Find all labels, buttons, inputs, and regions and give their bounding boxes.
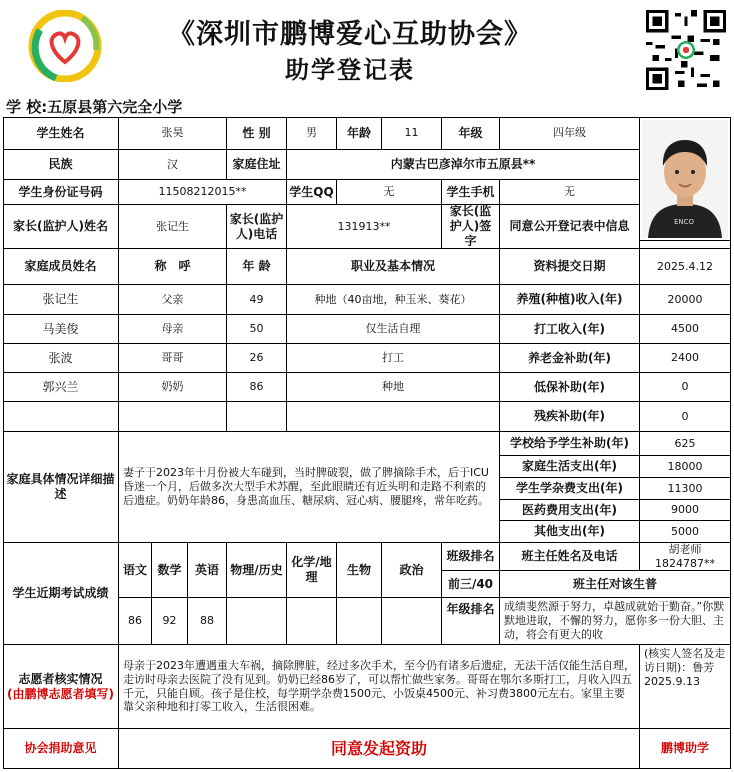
- svg-text:ENCO: ENCO: [674, 217, 695, 226]
- form-header: [0, 0, 734, 94]
- guardian-phone: 131913**: [287, 205, 442, 249]
- association-opinion: 同意发起资助: [119, 729, 640, 769]
- family-member-relation: 哥哥: [119, 344, 227, 373]
- student-name: 张昊: [119, 117, 227, 150]
- family-member-empty: [119, 402, 227, 432]
- family-member-age: 26: [227, 344, 287, 373]
- family-member-job: 仅生活自理: [287, 315, 500, 344]
- finance-label: 医药费用支出(年): [500, 500, 640, 521]
- teacher-comment-label: 班主任对该生普: [500, 571, 731, 598]
- volunteer-note: (由鹏博志愿者填写): [7, 686, 114, 701]
- teacher-value: 胡老师 1824787**: [640, 543, 731, 571]
- address-value: 内蒙古巴彦淖尔市五原县**: [287, 150, 640, 180]
- finance-label: 学生学杂费支出(年): [500, 478, 640, 500]
- finance-value: 625: [640, 432, 731, 456]
- gender-label: 性 别: [227, 117, 287, 150]
- student-photo: [640, 117, 731, 241]
- finance-label: 养殖(种植)收入(年): [500, 285, 640, 315]
- association-logo: [26, 10, 104, 82]
- subject-header: 化学/地理: [287, 543, 337, 598]
- consent-text: 同意公开登记表中信息: [500, 205, 640, 249]
- subject-header: 生物: [337, 543, 382, 598]
- student-name-label: 学生姓名: [3, 117, 119, 150]
- grade-rank-label: 年级排名: [442, 598, 500, 645]
- grade-value: 四年级: [500, 117, 640, 150]
- subject-score: 92: [152, 598, 188, 645]
- situation-label: 家庭具体情况详细描述: [3, 432, 119, 543]
- finance-label: 低保补助(年): [500, 373, 640, 402]
- phone-label: 学生手机: [442, 180, 500, 205]
- family-member-name: 张波: [3, 344, 119, 373]
- subject-header: 政治: [382, 543, 442, 598]
- teacher-label: 班主任姓名及电话: [500, 543, 640, 571]
- finance-value: 0: [640, 373, 731, 402]
- family-member-name: 马美俊: [3, 315, 119, 344]
- id-value: 11508212015**: [119, 180, 287, 205]
- family-member-relation: 母亲: [119, 315, 227, 344]
- family-member-empty: [3, 402, 119, 432]
- family-member-age: 50: [227, 315, 287, 344]
- subject-score: [227, 598, 287, 645]
- subject-score: 88: [188, 598, 227, 645]
- finance-value: 4500: [640, 315, 731, 344]
- volunteer-sign-note: (核实人签名及走访日期)：鲁芳 2025.9.13: [640, 645, 731, 729]
- guardian-name: 张记生: [119, 205, 227, 249]
- subject-header: 英语: [188, 543, 227, 598]
- situation-text: 妻子于2023年十月份被大车碰到，当时脾破裂，做了脾摘除手术，后于ICU昏迷一个月，后做多次大型手术苏醒，至此眼睛还有近头明和走路不利索的后遗症。奶奶年龄86，身患高血压、糖尿病、冠心病、腰腿疼，常年吃药。: [119, 432, 500, 543]
- form-title: 《深圳市鹏博爱心互助协会》: [168, 19, 532, 50]
- registration-table: [3, 117, 731, 769]
- family-header-relation: 称 呼: [119, 249, 227, 285]
- guardian-phone-label: 家长(监护人)电话: [227, 205, 287, 249]
- finance-value: 0: [640, 402, 731, 432]
- qr-code-icon: [646, 10, 726, 90]
- family-member-relation: 父亲: [119, 285, 227, 315]
- volunteer-section-label: [3, 645, 119, 729]
- finance-label: 其他支出(年): [500, 521, 640, 543]
- subject-score: [337, 598, 382, 645]
- phone-value: 无: [500, 180, 640, 205]
- school-line: 学 校:五原县第六完全小学: [6, 98, 183, 116]
- photo-gap: [640, 241, 731, 249]
- association-label: 协会捐助意见: [3, 729, 119, 769]
- subject-score: 86: [119, 598, 152, 645]
- age-value: 11: [382, 117, 442, 150]
- family-member-age: 49: [227, 285, 287, 315]
- exam-label: 学生近期考试成绩: [3, 543, 119, 645]
- subject-score: [287, 598, 337, 645]
- finance-value: 11300: [640, 478, 731, 500]
- family-header-age: 年 龄: [227, 249, 287, 285]
- subject-header: 物理/历史: [227, 543, 287, 598]
- qq-value: 无: [337, 180, 442, 205]
- finance-label: 残疾补助(年): [500, 402, 640, 432]
- qq-label: 学生QQ: [287, 180, 337, 205]
- family-member-job: 打工: [287, 344, 500, 373]
- id-label: 学生身份证号码: [3, 180, 119, 205]
- guardian-sign-label: 家长(监护人)签字: [442, 205, 500, 249]
- association-brand: 鹏博助学: [640, 729, 731, 769]
- submit-date: 2025.4.12: [640, 249, 731, 285]
- family-member-name: 张记生: [3, 285, 119, 315]
- submit-date-label: 资料提交日期: [500, 249, 640, 285]
- guardian-name-label: 家长(监护人)姓名: [3, 205, 119, 249]
- family-member-relation: 奶奶: [119, 373, 227, 402]
- address-label: 家庭住址: [227, 150, 287, 180]
- volunteer-text: 母亲于2023年遭遇重大车祸，摘除脾脏，经过多次手术，至今仍有诸多后遗症，无法干活仅能生活自理，走访时母亲去医院了没有见到。奶奶已经86岁了，可以帮忙做些家务。哥哥在鄂尔多斯打工，月收入四五千元，只能自顾。孩子是住校，每学期学杂费1500元、小饭桌4500元、补习费3800元左右。家里主要靠父亲种地和打零工收入，生活很困难。: [119, 645, 640, 729]
- finance-label: 养老金补助(年): [500, 344, 640, 373]
- gender-value: 男: [287, 117, 337, 150]
- family-member-age: 86: [227, 373, 287, 402]
- finance-label: 打工收入(年): [500, 315, 640, 344]
- student-photo-image: [642, 120, 728, 238]
- finance-value: 20000: [640, 285, 731, 315]
- family-member-job: 种地: [287, 373, 500, 402]
- subject-header: 语文: [119, 543, 152, 598]
- subject-score: [382, 598, 442, 645]
- class-rank-label: 班级排名: [442, 543, 500, 571]
- ethnicity-value: 汉: [119, 150, 227, 180]
- age-label: 年龄: [337, 117, 382, 150]
- family-member-empty: [227, 402, 287, 432]
- family-member-name: 郭兴兰: [3, 373, 119, 402]
- ethnicity-label: 民族: [3, 150, 119, 180]
- form-subtitle: 助学登记表: [285, 55, 415, 84]
- finance-value: 9000: [640, 500, 731, 521]
- family-member-job: 种地（40亩地，种玉米、葵花）: [287, 285, 500, 315]
- family-header-job: 职业及基本情况: [287, 249, 500, 285]
- finance-value: 2400: [640, 344, 731, 373]
- subject-header: 数学: [152, 543, 188, 598]
- finance-label: 学校给予学生补助(年): [500, 432, 640, 456]
- finance-label: 家庭生活支出(年): [500, 456, 640, 478]
- teacher-comment: 成绩斐然源于努力，卓越成就始于勤奋。”你默默地进取，不懈的努力，愿你多一份大胆、主动，将会有更大的收: [500, 598, 731, 645]
- volunteer-label: 志愿者核实情况: [18, 671, 103, 686]
- family-header-name: 家庭成员姓名: [3, 249, 119, 285]
- finance-value: 18000: [640, 456, 731, 478]
- family-member-empty: [287, 402, 500, 432]
- finance-value: 5000: [640, 521, 731, 543]
- grade-label: 年级: [442, 117, 500, 150]
- class-rank-value: 前三/40: [442, 571, 500, 598]
